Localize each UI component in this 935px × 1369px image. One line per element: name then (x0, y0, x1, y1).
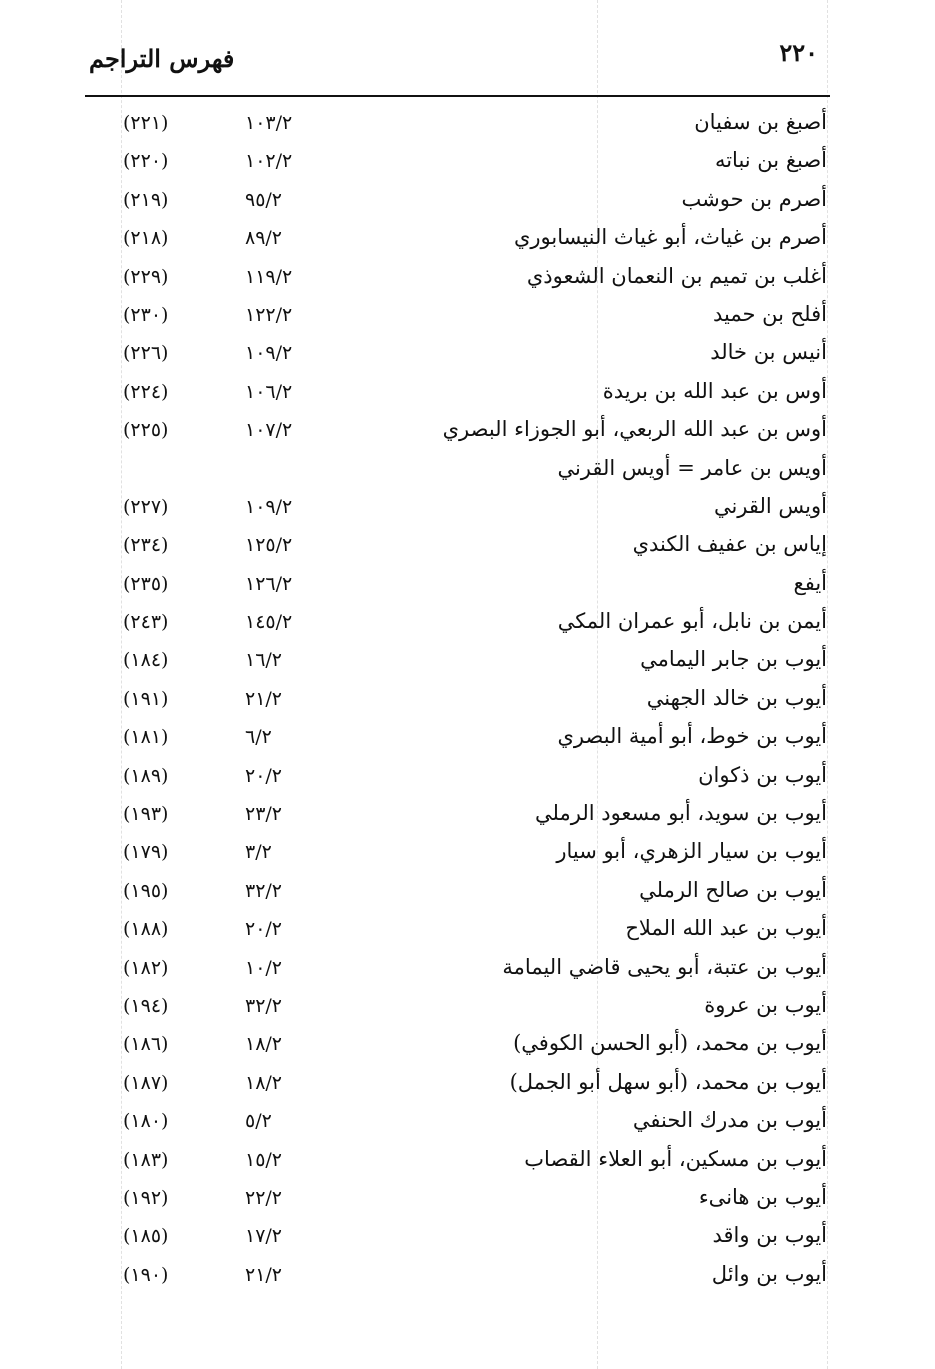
list-item (85, 525, 830, 563)
entry-number: (٢٢٥) (123, 419, 169, 442)
entry-volume-page: ١٦/٢ (245, 649, 283, 672)
entry-number: (١٧٩) (123, 841, 169, 864)
entry-name: أصبغ بن نباته (714, 148, 827, 173)
list-item (85, 487, 830, 525)
entry-name: إياس بن عفيف الكندي (632, 532, 827, 557)
list-item (85, 602, 830, 640)
entry-volume-page: ١٠٢/٢ (245, 150, 293, 173)
entry-number: (١٨٤) (123, 649, 169, 672)
entry-number: (٢٣٤) (123, 534, 169, 557)
entry-number: (١٨١) (123, 726, 169, 749)
entry-volume-page: ١٠٩/٢ (245, 495, 293, 518)
list-item (85, 871, 830, 909)
list-item (85, 717, 830, 755)
entry-name: أيوب بن سيار الزهري، أبو سيار (556, 839, 827, 864)
entry-number: (١٨٧) (123, 1071, 169, 1094)
entry-volume-page: ٣٢/٢ (245, 994, 283, 1017)
entry-name: أويس بن عامر = أويس القرني (557, 455, 827, 480)
entry-number: (٢٣٥) (123, 572, 169, 595)
list-item (85, 986, 830, 1024)
entry-name: أصرم بن حوشب (681, 186, 827, 211)
entry-number: (٢٢١) (123, 112, 169, 134)
entry-number: (١٨٢) (123, 956, 169, 979)
entry-number: (١٩٤) (123, 994, 169, 1017)
entry-name: أيوب بن هانىء (698, 1184, 827, 1209)
entry-name: أيوب بن وائل (711, 1261, 827, 1286)
list-item (85, 1024, 830, 1062)
entry-name: أيوب بن عتبة، أبو يحيى قاضي اليمامة (502, 954, 827, 979)
entry-number: (١٩١) (123, 687, 169, 710)
entry-volume-page: ٢١/٢ (245, 1263, 283, 1286)
entry-number: (٢٢٠) (123, 150, 169, 173)
entry-volume-page: ٩٥/٢ (245, 188, 283, 211)
list-item (85, 141, 830, 179)
section-title: فهرس التراجم (89, 44, 235, 73)
entry-name: أيمن بن نابل، أبو عمران المكي (557, 609, 827, 634)
entry-volume-page: ١٨/٢ (245, 1071, 283, 1094)
entry-volume-page: ٣٢/٢ (245, 879, 283, 902)
entry-number: (٢١٩) (123, 188, 169, 211)
entry-name: أوس بن عبد الله الربعي، أبو الجوزاء البصري (442, 417, 827, 442)
list-item (85, 410, 830, 448)
entry-name: أيوب بن واقد (712, 1223, 827, 1248)
entry-volume-page: ٣/٢ (245, 841, 272, 864)
entry-name: أيوب بن مدرك الحنفي (632, 1108, 827, 1133)
list-item (85, 794, 830, 832)
entry-volume-page: ٢١/٢ (245, 687, 283, 710)
entry-number: (١٩٥) (123, 879, 169, 902)
entry-volume-page: ١٧/٢ (245, 1225, 283, 1248)
biography-index-list (85, 103, 830, 1293)
entry-volume-page: ٥/٢ (245, 1110, 272, 1133)
entry-name: أيوب بن خالد الجهني (646, 685, 827, 710)
entry-number: (١٨٩) (123, 764, 169, 787)
list-item (85, 257, 830, 295)
list-item (85, 295, 830, 333)
entry-number: (٢٤٣) (123, 611, 169, 634)
entry-volume-page: ١٠/٢ (245, 956, 283, 979)
entry-number: (١٨٦) (123, 1033, 169, 1056)
entry-volume-page: ١٢٦/٢ (245, 572, 293, 595)
list-item (85, 1255, 830, 1293)
list-item (85, 449, 830, 487)
list-item (85, 640, 830, 678)
entry-number: (٢٢٤) (123, 380, 169, 403)
entry-name: أيوب بن مسكين، أبو العلاء القصاب (524, 1146, 827, 1171)
entry-volume-page: ٦/٢ (245, 726, 272, 749)
entry-volume-page: ٢٢/٢ (245, 1186, 283, 1209)
entry-volume-page: ١٢٥/٢ (245, 534, 293, 557)
entry-volume-page: ٨٩/٢ (245, 227, 283, 250)
entry-name: أيوب بن جابر اليمامي (640, 647, 827, 672)
list-item (85, 948, 830, 986)
entry-volume-page: ٢٠/٢ (245, 918, 283, 941)
page-header (85, 30, 830, 94)
entry-number: (١٨٠) (123, 1110, 169, 1133)
header-divider (85, 95, 830, 97)
entry-volume-page: ١٤٥/٢ (245, 611, 293, 634)
entry-number: (١٨٣) (123, 1148, 169, 1171)
list-item (85, 832, 830, 870)
entry-volume-page: ١٨/٢ (245, 1033, 283, 1056)
entry-name: أيوب بن ذكوان (698, 762, 827, 787)
entry-name: أيوب بن عروة (704, 992, 827, 1017)
entry-number: (٢١٨) (123, 227, 169, 250)
entry-name: أنيس بن خالد (710, 340, 827, 365)
entry-volume-page: ١١٩/٢ (245, 265, 293, 288)
list-item (85, 218, 830, 256)
entry-name: أيوب بن صالح الرملي (639, 877, 827, 902)
list-item (85, 756, 830, 794)
entry-volume-page: ٢٠/٢ (245, 764, 283, 787)
entry-name: أيفع (793, 570, 827, 595)
entry-name: أيوب بن سويد، أبو مسعود الرملي (535, 801, 827, 826)
entry-volume-page: ١٠٣/٢ (245, 112, 293, 134)
entry-number: (١٩٠) (123, 1263, 169, 1286)
entry-number: (٢٢٩) (123, 265, 169, 288)
entry-number: (١٨٨) (123, 918, 169, 941)
list-item (85, 1140, 830, 1178)
entry-volume-page: ١٠٦/٢ (245, 380, 293, 403)
list-item (85, 1216, 830, 1254)
entry-number: (٢٢٧) (123, 495, 169, 518)
entry-volume-page: ١٠٩/٢ (245, 342, 293, 365)
entry-name: أيوب بن محمد، (أبو سهل أبو الجمل) (509, 1069, 827, 1094)
list-item (85, 1101, 830, 1139)
list-item (85, 333, 830, 371)
list-item (85, 1063, 830, 1101)
entry-name: أصبغ بن سفيان (694, 110, 827, 134)
entry-volume-page: ٢٣/٢ (245, 803, 283, 826)
list-item (85, 1178, 830, 1216)
list-item (85, 564, 830, 602)
entry-number: (٢٣٠) (123, 303, 169, 326)
entry-name: أفلح بن حميد (712, 301, 827, 326)
entry-name: أيوب بن خوط، أبو أمية البصري (557, 724, 827, 749)
list-item (85, 180, 830, 218)
entry-name: أصرم بن غياث، أبو غياث النيسابوري (513, 225, 827, 250)
list-item (85, 679, 830, 717)
list-item (85, 103, 830, 141)
entry-name: أوس بن عبد الله بن بريدة (602, 378, 827, 403)
page-number: ٢٢٠ (779, 38, 818, 67)
entry-name: أغلب بن تميم بن النعمان الشعوذي (526, 263, 827, 288)
list-item (85, 909, 830, 947)
entry-name: أيوب بن محمد، (أبو الحسن الكوفي) (513, 1031, 827, 1056)
entry-name: أيوب بن عبد الله الملاح (625, 916, 827, 941)
entry-number: (١٨٥) (123, 1225, 169, 1248)
entry-volume-page: ١٠٧/٢ (245, 419, 293, 442)
entry-volume-page: ١٥/٢ (245, 1148, 283, 1171)
entry-number: (٢٢٦) (123, 342, 169, 365)
entry-number: (١٩٣) (123, 803, 169, 826)
entry-number: (١٩٢) (123, 1186, 169, 1209)
list-item (85, 372, 830, 410)
entry-name: أويس القرني (713, 493, 827, 518)
entry-volume-page: ١٢٢/٢ (245, 303, 293, 326)
